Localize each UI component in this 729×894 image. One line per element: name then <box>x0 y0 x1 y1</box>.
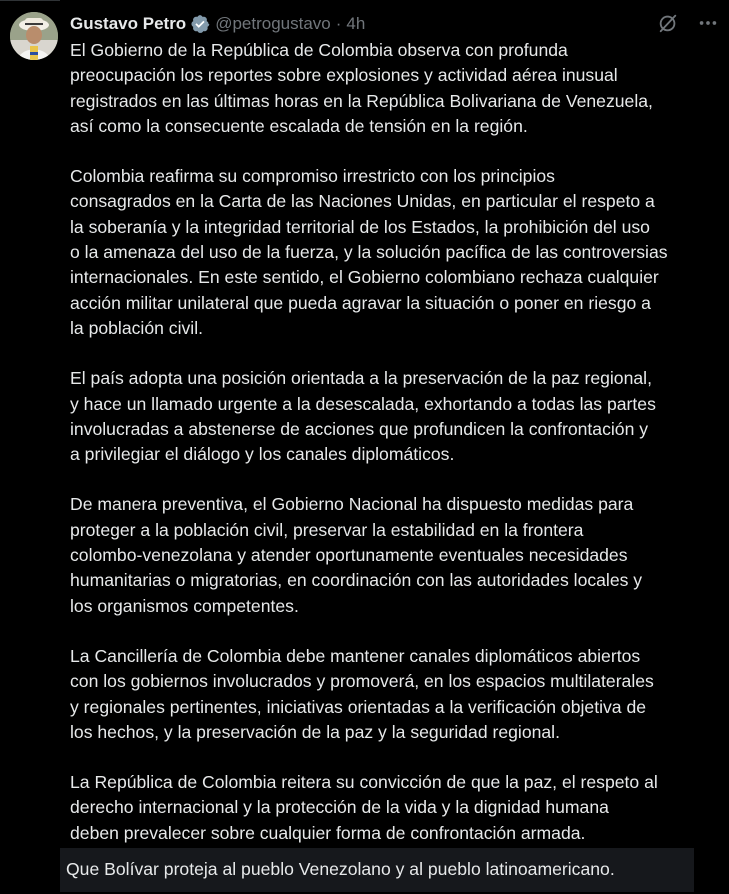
verified-badge-icon[interactable] <box>190 14 210 34</box>
tweet-body <box>70 38 720 846</box>
author-display-name[interactable]: Gustavo Petro <box>70 14 187 33</box>
text-line: derecho internacional y la protección de la vida y la dignidad humana <box>70 797 609 818</box>
highlighted-line: Que Bolívar proteja al pueblo Venezolano y al pueblo latinoamericano. <box>66 859 615 879</box>
thread-connector-line <box>0 0 60 1</box>
text-line: con los gobiernos involucrados y promoverá, en los espacios multilaterales <box>70 671 654 692</box>
author-handle[interactable]: @petrogustavo <box>215 14 331 33</box>
text-line: los hechos, y la preservación de la paz y la seguridad regional. <box>70 721 560 742</box>
text-line: registrados en las últimas horas en la República Bolivariana de Venezuela, <box>70 90 653 111</box>
avatar-photo-icon <box>10 12 58 60</box>
paragraph-6 <box>70 770 720 846</box>
text-line: internacionales. En este sentido, el Gobierno colombiano rechaza cualquier <box>70 267 659 288</box>
text-line: De manera preventiva, el Gobierno Nacional ha dispuesto medidas para <box>70 494 634 515</box>
text-line: acción militar unilateral que pueda agravar la situación o poner en riesgo a <box>70 292 651 313</box>
text-line: Colombia reafirma su compromiso irrestricto con los principios <box>70 166 555 187</box>
header-actions <box>657 12 719 34</box>
text-line: proteger a la población civil, preservar la estabilidad en la frontera <box>70 519 584 540</box>
grok-icon[interactable] <box>657 12 679 34</box>
tweet-timestamp[interactable]: 4h <box>346 14 366 33</box>
tweet-header <box>70 12 365 36</box>
more-icon[interactable] <box>697 12 719 34</box>
avatar[interactable] <box>10 12 58 60</box>
paragraph-1 <box>70 38 720 139</box>
text-line: colombo-venezolana y atender oportunamente eventuales necesidades <box>70 545 628 566</box>
text-line: La República de Colombia reitera su convicción de que la paz, el respeto al <box>70 772 658 793</box>
header-separator: · <box>335 14 342 33</box>
text-line: humanitarias o migratorias, en coordinación con las autoridades locales y <box>70 570 643 591</box>
text-line: involucradas a abstenerse de acciones que profundicen la confrontación y <box>70 418 649 439</box>
text-line: así como la consecuente escalada de tensión en la región. <box>70 115 528 136</box>
text-line: consagrados en la Carta de las Naciones Unidas, en particular el respeto a <box>70 191 655 212</box>
text-line: deben prevalecer sobre cualquier forma de confrontación armada. <box>70 822 586 843</box>
paragraph-5 <box>70 644 720 745</box>
paragraph-4 <box>70 492 720 618</box>
text-line: la población civil. <box>70 317 204 338</box>
text-line: La Cancillería de Colombia debe mantener canales diplomáticos abiertos <box>70 645 641 666</box>
text-line: El Gobierno de la República de Colombia observa con profunda <box>70 40 568 60</box>
text-line: los organismos competentes. <box>70 595 299 616</box>
paragraph-2 <box>70 164 720 341</box>
text-line: El país adopta una posición orientada a la preservación de la paz regional, <box>70 368 652 389</box>
text-line: preocupación los reportes sobre explosiones y actividad aérea inusual <box>70 65 618 86</box>
paragraph-3 <box>70 366 720 467</box>
text-line: o la amenaza del uso de la fuerza, y la solución pacífica de las controversias <box>70 242 668 263</box>
text-line: y regionales pertinentes, iniciativas orientadas a la verificación objetiva de <box>70 696 647 717</box>
text-line: y hace un llamado urgente a la desescalada, exhortando a todas las partes <box>70 393 656 414</box>
text-line: la soberanía y la integridad territorial de los Estados, la prohibición del uso <box>70 216 650 237</box>
text-line: a privilegiar el diálogo y los canales diplomáticos. <box>70 444 455 465</box>
